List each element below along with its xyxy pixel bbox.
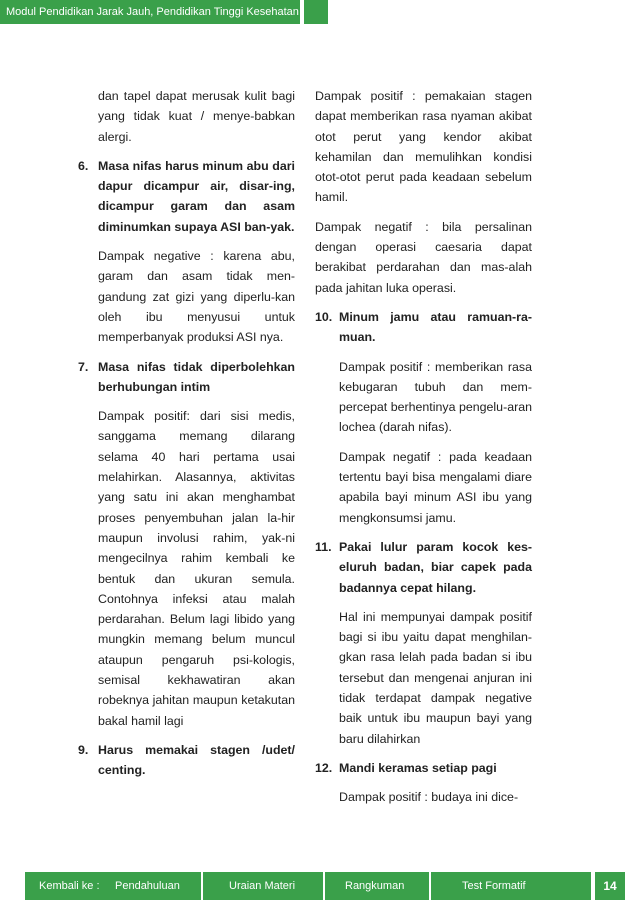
list-item-9	[78, 740, 295, 781]
nav-uraian-materi-link[interactable]: Uraian Materi	[229, 880, 296, 892]
module-header: Modul Pendidikan Jarak Jauh, Pendidikan Tinggi Kesehatan	[0, 0, 300, 24]
nav-rangkuman-link[interactable]: Rangkuman	[345, 880, 405, 892]
nav-test-formatif-link[interactable]: Test Formatif	[462, 880, 526, 892]
back-label: Kembali ke :	[39, 880, 100, 892]
header-tab	[304, 0, 328, 24]
item-number: 6.	[78, 158, 89, 173]
item-title: Pakai lulur param kocok kes-eluruh badan, biar capek pada badannya cepat hilang.	[339, 539, 532, 595]
item-title: Masa nifas harus minum abu dari dapur dicampur air, disar-ing, dicampur garam dan asam diminumkan supaya ASI ban-yak.	[98, 158, 295, 234]
paragraph-positive: Dampak positif : pemakaian stagen dapat memberikan rasa nyaman akibat otot perut yang kendor akibat kehamilan dan memulihkan kondisi otot-otot perut pada keadaan sebelum hamil.	[315, 89, 532, 205]
left-column	[78, 86, 295, 781]
page-number: 14	[595, 872, 625, 900]
item-title: Harus memakai stagen /udet/ centing.	[98, 742, 295, 778]
list-item-7	[78, 357, 295, 398]
footer-nav	[25, 872, 591, 900]
nav-divider	[201, 872, 203, 900]
item-body: Dampak negative : karena abu, garam dan asam tidak men-gandung zat gizi yang diperlu-kan oleh ibu menyusui untuk memperbanyak produksi ASI nya.	[98, 249, 295, 345]
item-number: 9.	[78, 742, 89, 757]
item-body: Dampak positif : budaya ini dice-	[339, 790, 519, 805]
list-item-10	[315, 307, 532, 348]
item-body: Dampak positif : memberikan rasa kebugaran tubuh dan mem-percepat berhentinya pengelu-aran lochea (darah nifas).	[339, 359, 532, 435]
item-title: Minum jamu atau ramuan-ra-muan.	[339, 309, 532, 345]
item-number: 7.	[78, 359, 89, 374]
item-number: 10.	[315, 309, 333, 324]
list-item-12	[315, 758, 532, 778]
item-title: Mandi keramas setiap pagi	[339, 760, 497, 775]
item-number: 12.	[315, 760, 333, 775]
item-title: Masa nifas tidak diperbolehkan berhubungan intim	[98, 359, 295, 394]
list-item-11	[315, 537, 532, 598]
right-column	[315, 86, 532, 808]
nav-divider	[429, 872, 431, 900]
item-body: Hal ini mempunyai dampak positif bagi si ibu yaitu dapat menghilan-gkan rasa lelah pada badan si ibu tersebut dan mengenai anjuran ini tidak terdapat dampak negative baik untuk ibu maupun bayi yang baru dilahirkan	[339, 609, 532, 746]
item-body: Dampak negatif : pada keadaan tertentu bayi bisa mengalami diare apabila bayi minum ASI ibu yang mengkonsumsi jamu.	[339, 449, 532, 525]
paragraph-negative: Dampak negatif : bila persalinan dengan operasi caesaria dapat berakibat perdarahan dan mas-alah pada jahitan luka operasi.	[315, 219, 532, 295]
item-body: Dampak positif: dari sisi medis, sanggama memang dilarang selama 40 hari pertama usai melahirkan. Alasannya, aktivitas yang satu ini akan menghambat proses penyembuhan jalan la-hir maupun involusi rahim, yak-ni mengecilnya rahim kembali ke bentuk dan ukuran semula. Contohnya infeksi atau malah perdarahan. Belum lagi libido yang mungkin memang belum muncul ataupun pengaruh psi-kologis, semisal kekhawatiran akan robeknya jahitan maupun ketakutan bakal hamil lagi	[98, 409, 295, 728]
header-divider	[300, 0, 302, 24]
continued-text: dan tapel dapat merusak kulit bagi yang tidak kuat / menye-babkan alergi.	[98, 89, 295, 144]
nav-pendahuluan-link[interactable]: Pendahuluan	[115, 880, 180, 892]
list-item-6	[78, 156, 295, 237]
nav-divider	[323, 872, 325, 900]
item-number: 11.	[315, 539, 332, 554]
